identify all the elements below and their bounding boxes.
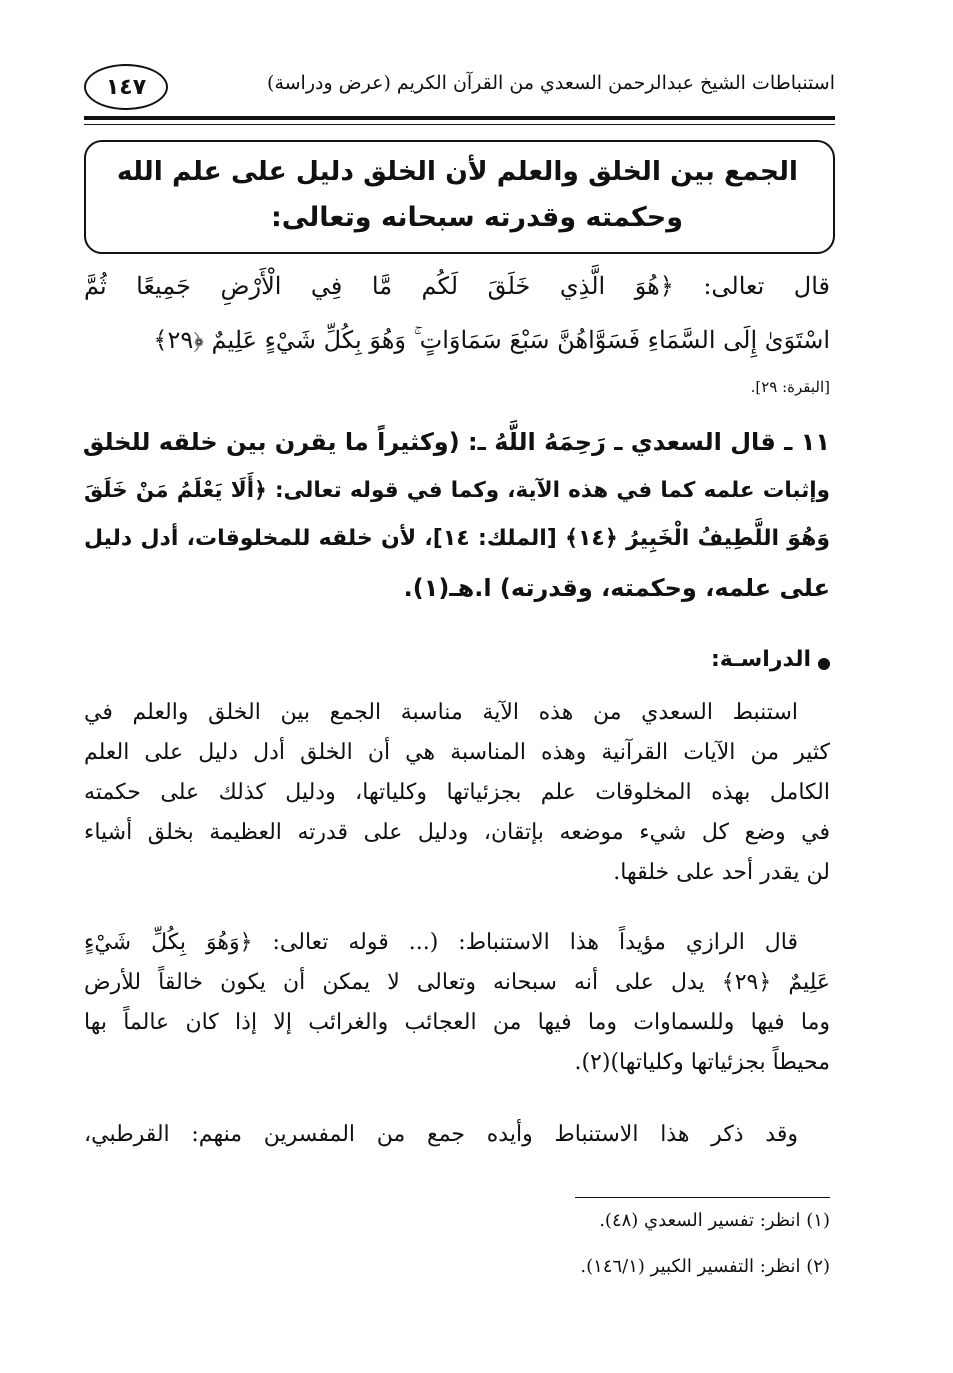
study-para2-line-1: قال الرازي مؤيداً هذا الاستنباط: (... قوله تعالى: ﴿وَهُوَ بِكُلِّ شَيْءٍ	[84, 930, 798, 955]
header-rule-thin	[84, 124, 835, 125]
study-para2-line-3: وما فيها وللسماوات وما فيها من العجائب والغرائب إلا إذا كان عالماً بها	[84, 1010, 830, 1035]
quote-line-1: ١١ ـ قال السعدي ـ رَحِمَهُ اللَّهُ ـ: (وكثيراً ما يقرن بين خلقه للخلق	[82, 428, 830, 456]
footnote-1: (١) انظر: تفسير السعدي (٤٨).	[599, 1210, 830, 1231]
study-para2-line-2: عَلِيمٌ ﴿٢٩﴾ يدل على أنه سبحانه وتعالى لا يمكن أن يكون خالقاً للأرض	[84, 970, 831, 995]
quote-line-4: على علمه، وحكمته، وقدرته) ا.هـ(١).	[403, 574, 830, 602]
quote-line-2: وإثبات علمه كما في هذه الآية، وكما في قوله تعالى: ﴿أَلَا يَعْلَمُ مَنْ خَلَقَ	[84, 478, 830, 503]
study-para2-line-4: محيطاً بجزئياتها وكلياتها)(٢).	[574, 1050, 830, 1075]
study-para1-line-1: استنبط السعدي من هذه الآية مناسبة الجمع بين الخلق والعلم في	[84, 700, 798, 725]
study-para3-line-1: وقد ذكر هذا الاستنباط وأيده جمع من المفسرين منهم: القرطبي،	[84, 1122, 798, 1147]
section-title-line-2: وحكمته وقدرته سبحانه وتعالى:	[271, 202, 683, 233]
study-heading: الدراسـة:	[710, 647, 811, 672]
study-para1-line-2: كثير من الآيات القرآنية وهذه المناسبة هي أن الخلق أدل دليل على العلم	[84, 740, 830, 765]
verse-reference: [البقرة: ٢٩].	[750, 378, 830, 396]
header-rule	[84, 116, 835, 120]
section-title-box	[84, 140, 835, 254]
footnote-rule	[575, 1197, 830, 1198]
verse-line-1: قال تعالى: ﴿هُوَ الَّذِي خَلَقَ لَكُم مَّا فِي الْأَرْضِ جَمِيعًا ثُمَّ	[84, 272, 830, 300]
study-para1-line-3: الكامل بهذه المخلوقات علم بجزئياتها وكلياتها، ودليل كذلك على حكمته	[84, 780, 830, 805]
verse-line-2: اسْتَوَىٰ إِلَى السَّمَاءِ فَسَوَّاهُنَّ سَبْعَ سَمَاوَاتٍ ۚ وَهُوَ بِكُلِّ شَيْءٍ عَلِيمٌ ﴿٢٩﴾	[153, 326, 830, 354]
running-header-title: استنباطات الشيخ عبدالرحمن السعدي من القرآن الكريم (عرض ودراسة)	[267, 72, 835, 94]
section-title-line-1: الجمع بين الخلق والعلم لأن الخلق دليل على علم الله	[116, 156, 798, 187]
study-para1-line-5: لن يقدر أحد على خلقها.	[613, 860, 830, 885]
quote-line-3: وَهُوَ اللَّطِيفُ الْخَبِيرُ ﴿١٤﴾ [الملك: ١٤]، لأن خلقه للمخلوقات، أدل دليل	[84, 526, 831, 551]
bullet-icon	[818, 658, 830, 670]
footnote-2: (٢) انظر: التفسير الكبير (١٤٦/١).	[580, 1256, 830, 1277]
page-number-badge: ١٤٧	[84, 64, 168, 110]
study-para1-line-4: في وضع كل شيء موضعه بإتقان، ودليل على قدرته العظيمة بخلق أشياء	[84, 820, 830, 845]
